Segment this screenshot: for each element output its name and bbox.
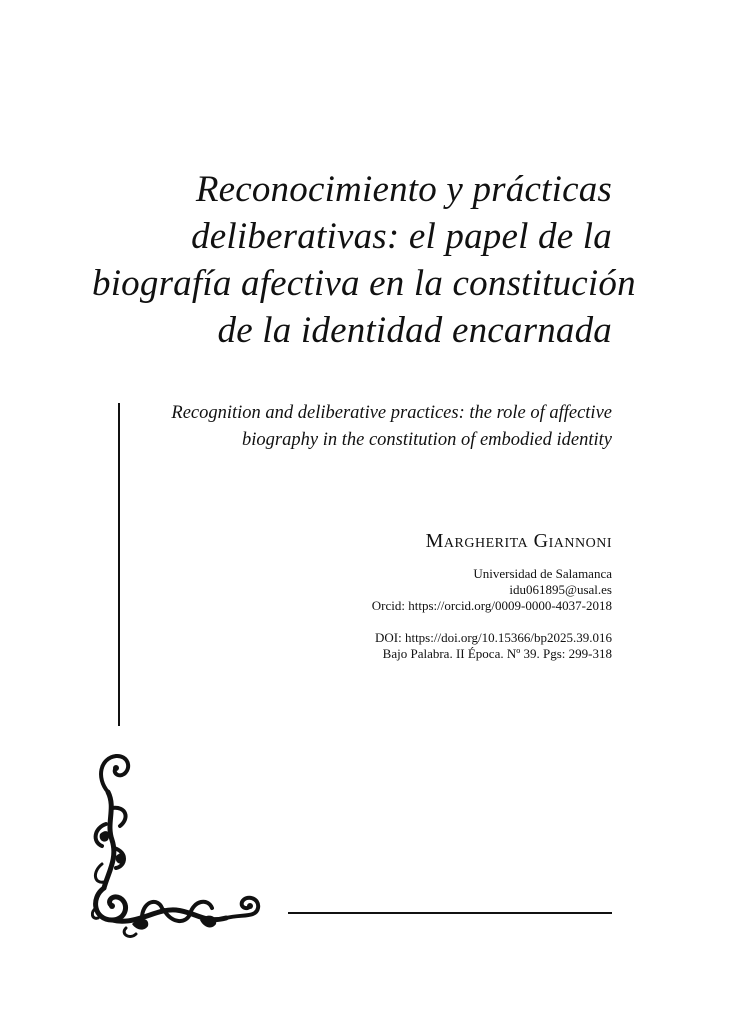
article-title-en [142,400,612,454]
flourish-corner-ornament-icon [86,748,272,940]
vertical-rule [118,403,120,726]
subtitle-line: Recognition and deliberative practices: the role of affective [171,403,612,423]
author-name: Margherita Giannoni [425,530,612,552]
title-line: deliberativas: el papel de la [191,216,612,257]
horizontal-rule [288,912,612,914]
article-title-es [92,166,636,354]
institution: Universidad de Salamanca [473,566,612,581]
title-line: Reconocimiento y prácticas [195,169,612,210]
title-line: de la identidad encarnada [217,310,612,351]
author-affiliation [372,566,612,662]
spacer [372,614,612,630]
email-link[interactable]: idu061895@usal.es [509,582,612,597]
subtitle-line: biography in the constitution of embodied identity [242,430,612,450]
journal-citation: Bajo Palabra. II Época. Nº 39. Pgs: 299-318 [382,646,612,661]
title-line: biografía afectiva en la constitución [92,263,636,304]
doi-link[interactable]: DOI: https://doi.org/10.15366/bp2025.39.016 [374,630,612,645]
orcid-link[interactable]: Orcid: https://orcid.org/0009-0000-4037-2018 [371,598,612,613]
